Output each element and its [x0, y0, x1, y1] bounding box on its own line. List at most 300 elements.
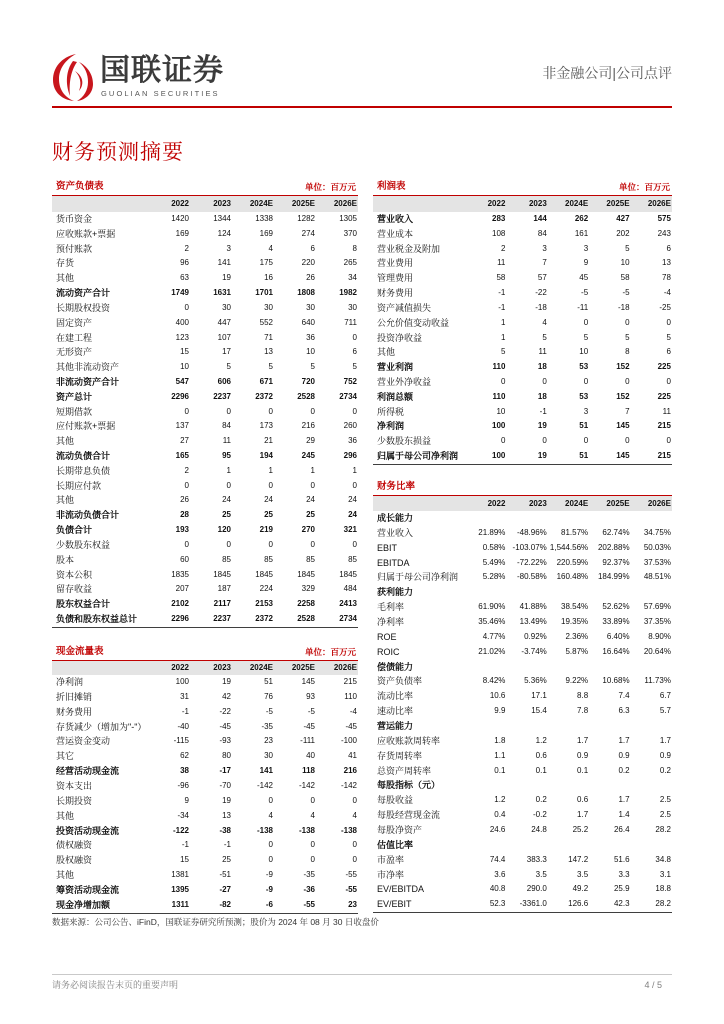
row-value-cell	[548, 630, 589, 645]
row-value-cell	[232, 612, 274, 627]
value-2023: -1	[223, 840, 231, 850]
value-2023: 1344	[213, 214, 231, 223]
value-2025e: 220	[301, 258, 315, 268]
header-year-cell	[148, 196, 190, 212]
financial-ratios-row	[373, 868, 672, 883]
balance-sheet-row	[52, 301, 358, 316]
row-value-cell	[589, 674, 630, 689]
header-year-cell	[316, 661, 358, 675]
row-label: 应收账款周转率	[377, 735, 441, 746]
row-value-cell	[465, 749, 506, 764]
row-value-cell	[148, 705, 190, 720]
financial-ratios-row	[373, 585, 672, 600]
value-2025e: 16.64%	[602, 646, 630, 656]
year-2023-header: 2023	[213, 663, 231, 672]
value-2023: -38	[219, 825, 231, 835]
row-value-cell	[548, 511, 589, 526]
value-2023: -27	[219, 885, 231, 895]
value-2022: 0	[184, 480, 189, 490]
value-2023: -3361.0	[519, 899, 547, 909]
row-value-cell	[465, 778, 506, 793]
row-value-cell	[274, 764, 316, 779]
row-value-cell	[232, 582, 274, 597]
value-2026e: 11.73%	[644, 676, 671, 686]
row-value-cell	[148, 538, 190, 553]
value-2026e: 2.5	[659, 795, 671, 805]
row-label-cell	[373, 570, 465, 585]
header-year-cell	[631, 196, 672, 212]
row-value-cell	[506, 390, 547, 405]
row-value-cell	[589, 419, 630, 434]
value-2026e: 225	[657, 362, 671, 372]
row-value-cell	[631, 660, 672, 675]
row-value-cell	[548, 674, 589, 689]
row-value-cell	[274, 675, 316, 690]
row-value-cell	[465, 838, 506, 853]
value-2023: -103.07%	[512, 542, 547, 552]
value-2023: 187	[217, 584, 231, 594]
row-label: 营运资金变动	[56, 736, 111, 747]
row-value-cell	[316, 538, 358, 553]
value-2025e: 0	[310, 539, 315, 549]
value-2023: 19	[222, 795, 231, 805]
value-2025e: 329	[301, 584, 315, 594]
value-2024e: 23	[264, 736, 273, 746]
value-2022: 0	[184, 539, 189, 549]
row-label: 营业成本	[377, 228, 414, 239]
row-value-cell	[506, 345, 547, 360]
row-value-cell	[631, 316, 672, 331]
row-value-cell	[465, 600, 506, 615]
row-label-cell	[373, 375, 465, 390]
row-value-cell	[190, 582, 232, 597]
value-2026e: 752	[343, 376, 357, 386]
balance-sheet-row	[52, 582, 358, 597]
row-value-cell	[232, 523, 274, 538]
row-value-cell	[274, 271, 316, 286]
value-2026e: 5.7	[659, 706, 671, 716]
value-2025e: 7	[625, 406, 630, 416]
value-2023: -82	[219, 899, 231, 909]
row-label: 净利润	[377, 421, 405, 432]
row-value-cell	[232, 675, 274, 690]
row-value-cell	[631, 897, 672, 912]
value-2024e: 224	[259, 584, 273, 594]
row-value-cell	[316, 405, 358, 420]
row-value-cell	[589, 868, 630, 883]
row-label: 投资活动现金流	[56, 825, 120, 836]
row-value-cell	[465, 585, 506, 600]
value-2024e: 2372	[255, 391, 273, 401]
income-statement-row	[373, 375, 672, 390]
row-value-cell	[190, 390, 232, 405]
row-label: 长期应付款	[56, 480, 102, 491]
row-label-cell	[373, 674, 465, 689]
row-value-cell	[465, 301, 506, 316]
value-2022: 165	[175, 451, 189, 460]
value-2025e: 2528	[297, 613, 315, 623]
row-value-cell	[190, 883, 232, 898]
value-2022: 24.6	[489, 825, 506, 835]
row-value-cell	[506, 615, 547, 630]
value-2022: 0.58%	[482, 542, 506, 552]
value-2024e: 5.87%	[565, 646, 589, 656]
row-value-cell	[232, 883, 274, 898]
year-2025e-header: 2025E	[291, 663, 315, 672]
row-value-cell	[631, 823, 672, 838]
row-value-cell	[274, 390, 316, 405]
value-2022: 9	[184, 795, 189, 805]
row-label-cell	[373, 778, 465, 793]
row-value-cell	[190, 212, 232, 227]
value-2024e: 0.6	[577, 795, 589, 805]
value-2023: 42	[222, 691, 231, 701]
row-value-cell	[589, 375, 630, 390]
logo-name-en: GUOLIAN SECURITIES	[101, 89, 220, 98]
value-2022: 1381	[171, 870, 189, 880]
row-value-cell	[548, 838, 589, 853]
row-label: 偿债能力	[377, 661, 414, 672]
row-value-cell	[465, 271, 506, 286]
row-label: 所得税	[377, 406, 405, 417]
value-2026e: 216	[343, 766, 357, 776]
row-value-cell	[631, 749, 672, 764]
value-2022: 100	[175, 677, 189, 686]
value-2023: 0.1	[535, 765, 547, 775]
row-label: 债权融资	[56, 840, 93, 851]
value-2024e: 0	[268, 840, 273, 850]
balance-sheet-row	[52, 538, 358, 553]
value-2025e: 0.9	[618, 750, 630, 760]
row-value-cell	[589, 227, 630, 242]
row-value-cell	[274, 809, 316, 824]
row-label: 速动比率	[377, 706, 414, 717]
row-label-cell	[52, 553, 148, 568]
value-2025e: 5	[625, 243, 630, 253]
row-value-cell	[316, 449, 358, 464]
row-value-cell	[589, 897, 630, 912]
value-2022: 193	[175, 525, 189, 535]
row-value-cell	[631, 734, 672, 749]
header-label-cell	[52, 196, 148, 212]
table-title-row	[373, 180, 672, 196]
row-value-cell	[631, 689, 672, 704]
row-label: 营业利润	[377, 362, 414, 373]
value-2024e: 76	[264, 691, 273, 701]
row-value-cell	[274, 898, 316, 913]
row-value-cell	[631, 286, 672, 301]
row-value-cell	[548, 256, 589, 271]
row-label: 财务费用	[377, 288, 414, 299]
value-2026e: 484	[343, 584, 357, 594]
row-value-cell	[589, 212, 630, 227]
value-2026e: 50.03%	[643, 542, 671, 552]
value-2022: 1.8	[494, 735, 506, 745]
value-2024e: 51	[579, 451, 589, 460]
value-2022: 15	[180, 347, 189, 357]
row-label: 资产减值损失	[377, 302, 432, 313]
row-label: 其他	[56, 273, 75, 284]
value-2026e: 321	[343, 525, 357, 535]
data-source-note: 数据来源：公司公告、iFinD，国联证券研究所预测；股价为 2024 年 08 月 30 日收盘价	[52, 917, 379, 927]
row-value-cell	[631, 227, 672, 242]
value-2023: 144	[533, 214, 547, 223]
value-2024e: -142	[256, 781, 273, 791]
row-label-cell	[373, 645, 465, 660]
row-value-cell	[190, 734, 232, 749]
value-2026e: 0	[352, 840, 357, 850]
row-value-cell	[316, 493, 358, 508]
row-value-cell	[316, 286, 358, 301]
value-2026e: 0	[666, 317, 671, 327]
row-label-cell	[52, 675, 148, 690]
value-2022: -1	[181, 706, 189, 716]
income-statement-row	[373, 345, 672, 360]
value-2023: -51	[219, 870, 231, 880]
row-label: EV/EBIT	[377, 899, 412, 910]
value-2022: 2	[500, 243, 506, 253]
row-value-cell	[506, 882, 547, 897]
financial-ratios-row	[373, 838, 672, 853]
row-value-cell	[316, 242, 358, 257]
financial-ratios-row	[373, 541, 672, 556]
value-2022: 0	[500, 376, 506, 386]
value-2023: 1631	[213, 288, 231, 298]
value-2024e: 671	[259, 376, 273, 386]
row-value-cell	[548, 405, 589, 420]
row-value-cell	[506, 316, 547, 331]
value-2025e: 145	[616, 421, 630, 431]
row-value-cell	[631, 630, 672, 645]
row-value-cell	[274, 853, 316, 868]
income-statement-table	[373, 180, 672, 465]
cash-flow-row	[52, 883, 358, 898]
financial-ratios-row	[373, 570, 672, 585]
row-value-cell	[465, 764, 506, 779]
row-value-cell	[148, 331, 190, 346]
value-2022: 74.4	[489, 854, 506, 864]
row-value-cell	[589, 808, 630, 823]
row-value-cell	[589, 556, 630, 571]
balance-sheet-row	[52, 493, 358, 508]
value-2024e: 0	[268, 795, 273, 805]
value-2025e: 33.89%	[602, 617, 630, 627]
row-label: EBIT	[377, 542, 398, 553]
value-2026e: 0	[352, 539, 357, 549]
value-2026e: 0	[352, 480, 357, 490]
row-value-cell	[190, 749, 232, 764]
row-value-cell	[465, 541, 506, 556]
row-value-cell	[274, 690, 316, 705]
row-value-cell	[190, 360, 232, 375]
row-label: 应收账款+票据	[56, 228, 116, 239]
row-label: 股东权益合计	[56, 599, 111, 610]
row-value-cell	[232, 824, 274, 839]
value-2023: 17	[222, 347, 231, 357]
value-2026e: 24	[348, 510, 357, 520]
income-statement-row	[373, 331, 672, 346]
guolian-logo-icon	[52, 52, 96, 102]
value-2024e: -5	[581, 288, 589, 298]
value-2026e: 28.2	[655, 825, 671, 835]
value-2025e: 6.3	[618, 706, 630, 716]
row-value-cell	[589, 793, 630, 808]
table-unit: 单位：百万元	[618, 182, 670, 192]
row-value-cell	[274, 734, 316, 749]
row-value-cell	[589, 600, 630, 615]
row-value-cell	[548, 227, 589, 242]
value-2024e: 0	[268, 855, 273, 865]
value-2026e: -142	[340, 781, 357, 791]
row-value-cell	[548, 390, 589, 405]
value-2024e: 25.2	[572, 825, 589, 835]
value-2025e: 10.68%	[602, 676, 630, 686]
row-value-cell	[548, 615, 589, 630]
row-value-cell	[506, 808, 547, 823]
row-value-cell	[232, 597, 274, 612]
balance-sheet-row	[52, 449, 358, 464]
row-value-cell	[148, 271, 190, 286]
year-2025e-header: 2025E	[606, 499, 630, 508]
header-year-cell	[548, 196, 589, 212]
table-body	[373, 511, 672, 913]
year-2024e-header: 2024E	[249, 663, 273, 672]
row-value-cell	[548, 808, 589, 823]
value-2022: 2102	[171, 599, 189, 609]
row-label-cell	[373, 541, 465, 556]
value-2024e: 85	[264, 554, 273, 564]
value-2023: -22	[219, 706, 231, 716]
value-2024e: 16	[264, 273, 273, 283]
row-value-cell	[148, 568, 190, 583]
balance-sheet-row	[52, 256, 358, 271]
row-label-cell	[373, 511, 465, 526]
row-label-cell	[52, 705, 148, 720]
row-value-cell	[190, 405, 232, 420]
row-value-cell	[148, 493, 190, 508]
row-label: 获利能力	[377, 587, 414, 598]
row-value-cell	[465, 630, 506, 645]
row-label: 现金净增加额	[56, 899, 111, 910]
row-label-cell	[52, 853, 148, 868]
value-2022: 21.02%	[478, 646, 506, 656]
value-2023: 85	[222, 554, 231, 564]
value-2023: 19	[222, 273, 231, 283]
value-2023: 0	[226, 480, 231, 490]
row-value-cell	[465, 570, 506, 585]
row-value-cell	[148, 553, 190, 568]
value-2022: 15	[180, 855, 189, 865]
row-value-cell	[148, 479, 190, 494]
value-2025e: 40	[306, 751, 315, 761]
row-value-cell	[506, 256, 547, 271]
row-value-cell	[190, 597, 232, 612]
row-value-cell	[589, 331, 630, 346]
row-value-cell	[148, 720, 190, 735]
value-2022: 1	[500, 317, 506, 327]
row-value-cell	[631, 764, 672, 779]
financial-ratios-row	[373, 808, 672, 823]
row-label: 固定资产	[56, 317, 93, 328]
row-label-cell	[52, 898, 148, 913]
value-2023: -3.74%	[521, 646, 547, 656]
row-value-cell	[148, 286, 190, 301]
row-value-cell	[274, 212, 316, 227]
row-value-cell	[548, 734, 589, 749]
value-2022: 0.4	[494, 810, 506, 820]
row-label-cell	[52, 434, 148, 449]
header-year-cell	[232, 196, 274, 212]
value-2025e: 0	[625, 376, 630, 386]
financial-ratios-row	[373, 749, 672, 764]
value-2022: 26	[180, 495, 189, 505]
cash-flow-row	[52, 734, 358, 749]
row-value-cell	[274, 508, 316, 523]
value-2026e: 215	[657, 421, 671, 431]
value-2025e: 0	[310, 480, 315, 490]
value-2022: -115	[173, 736, 189, 746]
row-label-cell	[52, 331, 148, 346]
value-2024e: 24	[264, 495, 273, 505]
row-value-cell	[316, 375, 358, 390]
balance-sheet-row	[52, 271, 358, 286]
row-value-cell	[316, 883, 358, 898]
value-2026e: -4	[349, 706, 357, 716]
cash-flow-row	[52, 824, 358, 839]
value-2022: -122	[172, 825, 189, 835]
table-body	[373, 212, 672, 465]
row-value-cell	[589, 271, 630, 286]
value-2026e: 1845	[339, 569, 357, 579]
value-2022: 52.3	[489, 899, 506, 909]
row-label: 负债和股东权益总计	[56, 613, 138, 624]
row-label-cell	[52, 749, 148, 764]
row-value-cell	[465, 645, 506, 660]
balance-sheet-row	[52, 523, 358, 538]
value-2024e: 0	[583, 436, 589, 446]
row-value-cell	[548, 212, 589, 227]
row-label: 应付账款+票据	[56, 421, 116, 432]
row-value-cell	[506, 719, 547, 734]
value-2022: 21.89%	[478, 527, 506, 537]
value-2023: 84	[537, 228, 547, 238]
table-title: 利润表	[377, 181, 406, 192]
row-label-cell	[52, 390, 148, 405]
row-value-cell	[148, 316, 190, 331]
value-2023: 15.4	[531, 706, 547, 716]
row-value-cell	[148, 405, 190, 420]
row-value-cell	[548, 793, 589, 808]
row-label: 利润总额	[377, 391, 414, 402]
row-value-cell	[631, 541, 672, 556]
row-value-cell	[190, 286, 232, 301]
value-2023: 0	[226, 406, 231, 416]
row-label-cell	[52, 479, 148, 494]
row-value-cell	[316, 734, 358, 749]
value-2022: 10.6	[489, 691, 506, 701]
row-value-cell	[589, 764, 630, 779]
row-value-cell	[465, 704, 506, 719]
row-label-cell	[52, 597, 148, 612]
row-value-cell	[589, 286, 630, 301]
row-label: 投资净收益	[377, 332, 423, 343]
row-value-cell	[465, 331, 506, 346]
row-value-cell	[148, 794, 190, 809]
value-2024e: 4	[268, 810, 273, 820]
row-value-cell	[190, 705, 232, 720]
year-2026e-header: 2026E	[647, 499, 671, 508]
value-2026e: 711	[344, 317, 357, 327]
